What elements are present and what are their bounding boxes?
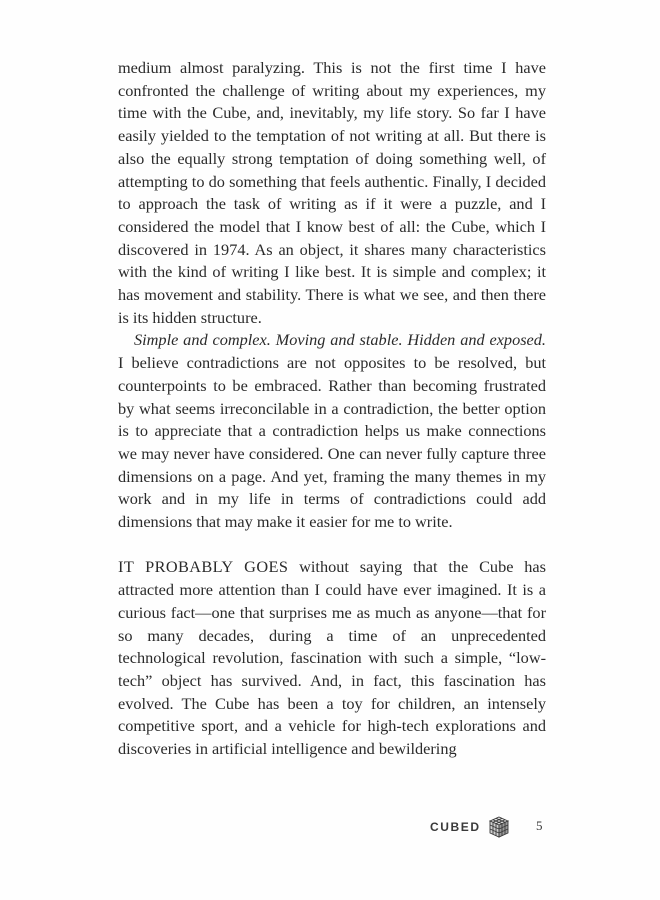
paragraph-2-italic-lead: Simple and complex. Moving and stable. Hidden and exposed. — [134, 330, 546, 350]
page-footer — [430, 814, 511, 840]
paragraph-3 — [118, 556, 546, 760]
page-number: 5 — [536, 818, 543, 833]
paragraph-1: medium almost paralyzing. This is not the first time I have confronted the challenge of writing about my experiences, my time with the Cube, and, inevitably, my life story. So far I have easily yielded to the temptation of not writing at all. But there is also the equally strong temptation of doing something well, of attempting to do something that feels authentic. Finally, I decided to approach the task of writing as if it were a puzzle, and I considered the model that I know best of all: the Cube, which I discovered in 1974. As an object, it shares many characteristics with the kind of writing I like best. It is simple and complex; it has movement and stability. There is what we see, and then there is its hidden structure. — [118, 58, 546, 327]
paragraph-3-body: without saying that the Cube has attracted more attention than I could have ever imagined. It is a curious fact—one that surprises me as much as anyone—that for so many decades, during a time of an unprecedented technological revolution, fascination with such a simple, “low-tech” object has survived. And, in fact, this fascination has evolved. The Cube has been a toy for children, an intensely competitive sport, and a vehicle for high-tech explorations and discoveries in artificial intelligence and bewildering — [118, 557, 546, 759]
cube-logo-icon — [487, 815, 511, 839]
running-head: CUBED — [430, 820, 481, 834]
paragraph-2 — [118, 329, 546, 533]
body-text — [118, 57, 546, 761]
section-lead-in: IT PROBABLY GOES — [118, 557, 289, 577]
paragraph-2-body: I believe contradictions are not opposites to be resolved, but counterpoints to be embraced. Rather than becoming frustrated by what seems irreconcilable in a contradiction, the better option is to appreciate that a contradiction helps us make connections we may never have considered. One can never fully capture three dimensions on a page. And yet, framing the many themes in my work and in my life in terms of contradictions could add dimensions that may make it easier for me to write. — [118, 353, 546, 532]
